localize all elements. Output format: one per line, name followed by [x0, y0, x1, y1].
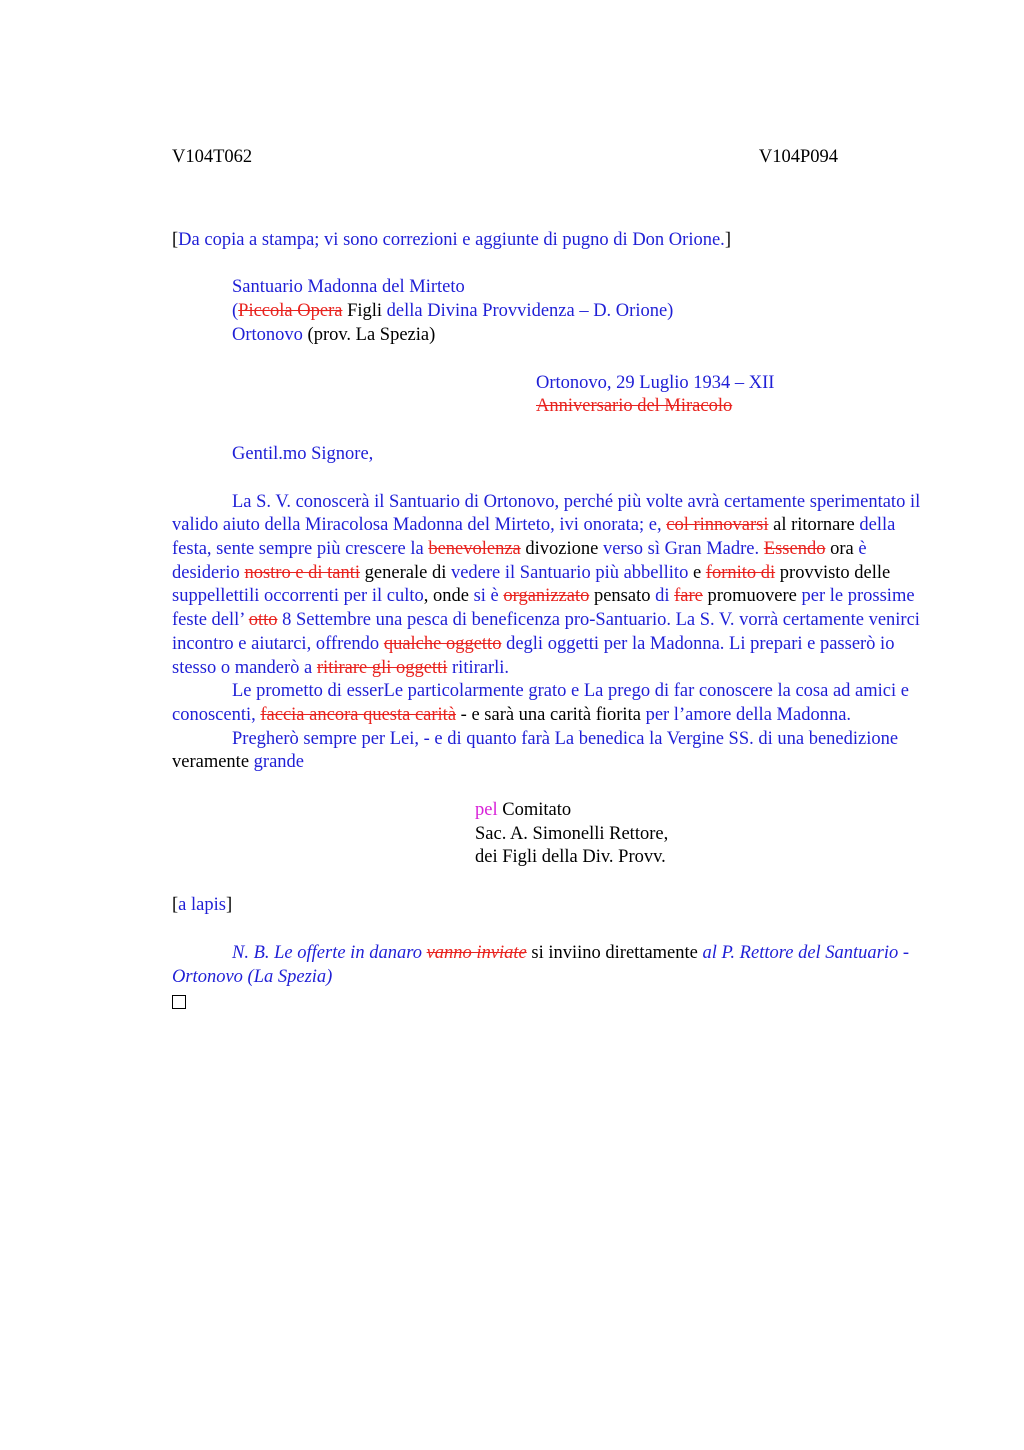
lapis-note: [a lapis] — [172, 895, 233, 916]
text-segment: - e sarà una carità fiorita — [456, 704, 646, 725]
body-paragraph-1 — [172, 491, 924, 681]
deleted-text: organizzato — [503, 586, 590, 607]
text-segment: N. B. Le offerte in danaro — [232, 942, 427, 963]
text-segment: veramente — [172, 752, 254, 773]
text-segment: pensato — [589, 586, 656, 607]
address-line-2: (Piccola Opera Figli della Divina Provvidenza – D. Orione) — [232, 301, 674, 322]
end-square-icon — [172, 995, 186, 1009]
text-segment: , onde — [423, 586, 474, 607]
text-segment: Pregherò sempre per Lei, - e di quanto farà La benedica la Vergine SS. di una benedizione — [232, 728, 899, 749]
text-segment: Le prometto di esserLe particolarmente grato e La prego di far conoscere la cosa ad amici e conoscenti, — [172, 681, 909, 725]
text-segment: e — [692, 562, 706, 583]
editorial-note: [Da copia a stampa; vi sono correzioni e aggiunte di pugno di Don Orione.] — [172, 229, 731, 250]
header-ids — [172, 146, 838, 170]
text-segment: 8 Settembre una pesca di beneficenza pro-Santuario. La S. V. vorrà certamente venirci incontro e aiutarci, offrendo — [172, 610, 920, 654]
text-segment: La S. V. conoscerà il Santuario di Ortonovo, perché più volte avrà certamente sperimentato il valido aiuto della Miracolosa Madonna del Mirteto, ivi onorata; e, — [172, 491, 921, 536]
text-segment: al P. Rettore del Santuario - Ortonovo (La Spezia) — [172, 942, 910, 987]
text-segment: generale di — [360, 562, 451, 583]
text-segment: per le prossime feste dell’ — [172, 586, 915, 631]
body-paragraph-3 — [172, 728, 924, 775]
deleted-text: Essendo — [763, 539, 826, 560]
deleted-text: faccia ancora questa carità — [260, 704, 457, 725]
document-page — [172, 146, 924, 1017]
text-segment: provvisto delle — [775, 562, 891, 583]
deleted-text: nostro e di tanti — [244, 562, 361, 583]
deleted-text: benevolenza — [428, 539, 521, 560]
text-segment: si inviino direttamente — [526, 942, 703, 963]
body-paragraph-2 — [172, 680, 924, 727]
address-line-1: Santuario Madonna del Mirteto — [232, 277, 465, 298]
signature-line-2: Sac. A. Simonelli Rettore, — [475, 823, 669, 844]
letter-date: Ortonovo, 29 Luglio 1934 – XII — [536, 372, 775, 393]
text-segment: vedere il Santuario più abbellito — [450, 562, 693, 583]
text-segment: verso sì Gran Madre. — [602, 539, 764, 560]
nb-postscript — [172, 942, 924, 989]
deleted-text: ritirare gli oggetti — [316, 657, 448, 678]
deleted-text: fornito di — [705, 562, 776, 583]
signature-line-3: dei Figli della Div. Provv. — [475, 847, 666, 868]
deleted-text: fare — [674, 586, 703, 607]
text-segment: ritirarli. — [447, 657, 510, 678]
dateline — [172, 372, 924, 419]
signature-block: pel Comitato Sac. A. Simonelli Rettore, dei Figli della Div. Provv. — [172, 799, 924, 870]
right-document-id: V104P094 — [758, 147, 838, 167]
deleted-text: col rinnovarsi — [666, 515, 769, 536]
text-segment: divozione — [520, 539, 603, 560]
left-document-id: V104T062 — [172, 147, 253, 167]
deleted-text: otto — [248, 610, 278, 631]
text-segment: è desiderio — [172, 539, 867, 583]
text-segment: promuovere — [702, 586, 802, 607]
deleted-anniversary: Anniversario del Miracolo — [536, 396, 733, 417]
pencil-pel: pel — [475, 800, 498, 821]
text-segment: per l’amore della Madonna. — [645, 704, 852, 725]
salutation: Gentil.mo Signore, — [232, 443, 374, 464]
deleted-text: qualche oggetto — [383, 633, 502, 654]
letterhead-address — [172, 276, 924, 347]
text-segment: al ritornare — [768, 515, 860, 536]
text-segment: degli oggetti per la Madonna. Li prepari e passerò io stesso o manderò a — [172, 633, 895, 678]
text-segment: della festa, sente sempre più crescere la — [172, 515, 896, 560]
text-segment: ora — [825, 539, 859, 560]
text-segment: si è — [473, 586, 504, 607]
text-segment: suppellettili occorrenti per il culto — [172, 586, 424, 607]
text-segment: di — [655, 586, 675, 607]
deleted-text: vanno inviate — [426, 942, 527, 963]
address-line-3: Ortonovo (prov. La Spezia) — [232, 324, 436, 345]
text-segment: grande — [253, 752, 305, 773]
